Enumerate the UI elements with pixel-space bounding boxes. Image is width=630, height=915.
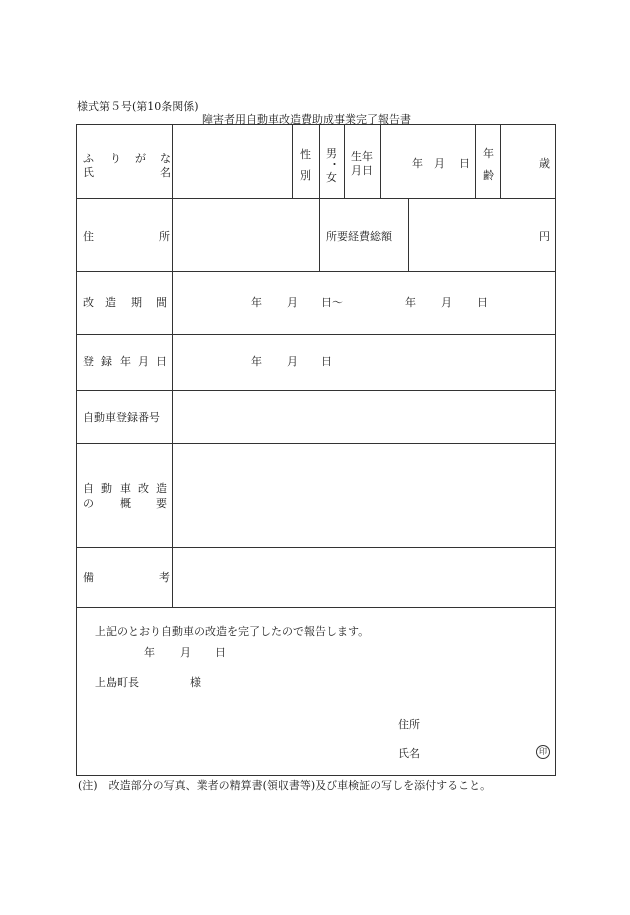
- cell-divider: [408, 198, 409, 271]
- completion-statement: 上記のとおり自動車の改造を完了したので報告します。: [95, 625, 370, 638]
- applicant-name-input[interactable]: [426, 741, 530, 763]
- row-divider: [76, 443, 556, 444]
- name-input[interactable]: [176, 162, 288, 192]
- cell-divider: [319, 198, 320, 271]
- page-title: 障害者用自動車改造費助成事業完了報告書: [202, 113, 411, 126]
- cell-divider: [380, 124, 381, 198]
- furigana-input[interactable]: [176, 132, 288, 158]
- sex-option-female[interactable]: 女: [326, 171, 337, 184]
- sex-separator: ・: [329, 158, 340, 171]
- yen-unit: 円: [539, 230, 550, 243]
- age-field[interactable]: 歳: [539, 157, 550, 170]
- address-input[interactable]: [176, 210, 314, 260]
- honorific: 様: [190, 676, 201, 689]
- sex-option-male[interactable]: 男: [326, 147, 337, 160]
- applicant-name-label: 氏名: [398, 747, 420, 760]
- registration-number-label: 自動車登録番号: [83, 411, 160, 424]
- row-divider: [76, 271, 556, 272]
- row-divider: [76, 607, 556, 608]
- cell-divider: [344, 124, 345, 198]
- total-cost-input[interactable]: [414, 224, 532, 248]
- row-divider: [76, 547, 556, 548]
- cell-divider: [292, 124, 293, 198]
- remarks-input[interactable]: [180, 554, 550, 600]
- modification-summary-input[interactable]: [180, 450, 550, 540]
- applicant-address-label: 住所: [398, 718, 420, 731]
- row-divider: [76, 390, 556, 391]
- cell-divider: [500, 124, 501, 198]
- form-number: 様式第５号(第10条関係): [77, 100, 199, 113]
- total-cost-label: 所要経費総額: [326, 230, 392, 243]
- attachment-note: (注) 改造部分の写真、業者の精算書(領収書等)及び車検証の写しを添付すること。: [78, 779, 492, 792]
- registration-number-input[interactable]: [180, 402, 550, 432]
- cell-divider: [475, 124, 476, 198]
- seal-icon: 印: [536, 745, 550, 759]
- label-column-divider: [172, 124, 173, 607]
- cell-divider: [319, 124, 320, 198]
- row-divider: [76, 198, 556, 199]
- addressee: 上島町長: [95, 676, 139, 689]
- applicant-address-input[interactable]: [426, 712, 546, 734]
- row-divider: [76, 334, 556, 335]
